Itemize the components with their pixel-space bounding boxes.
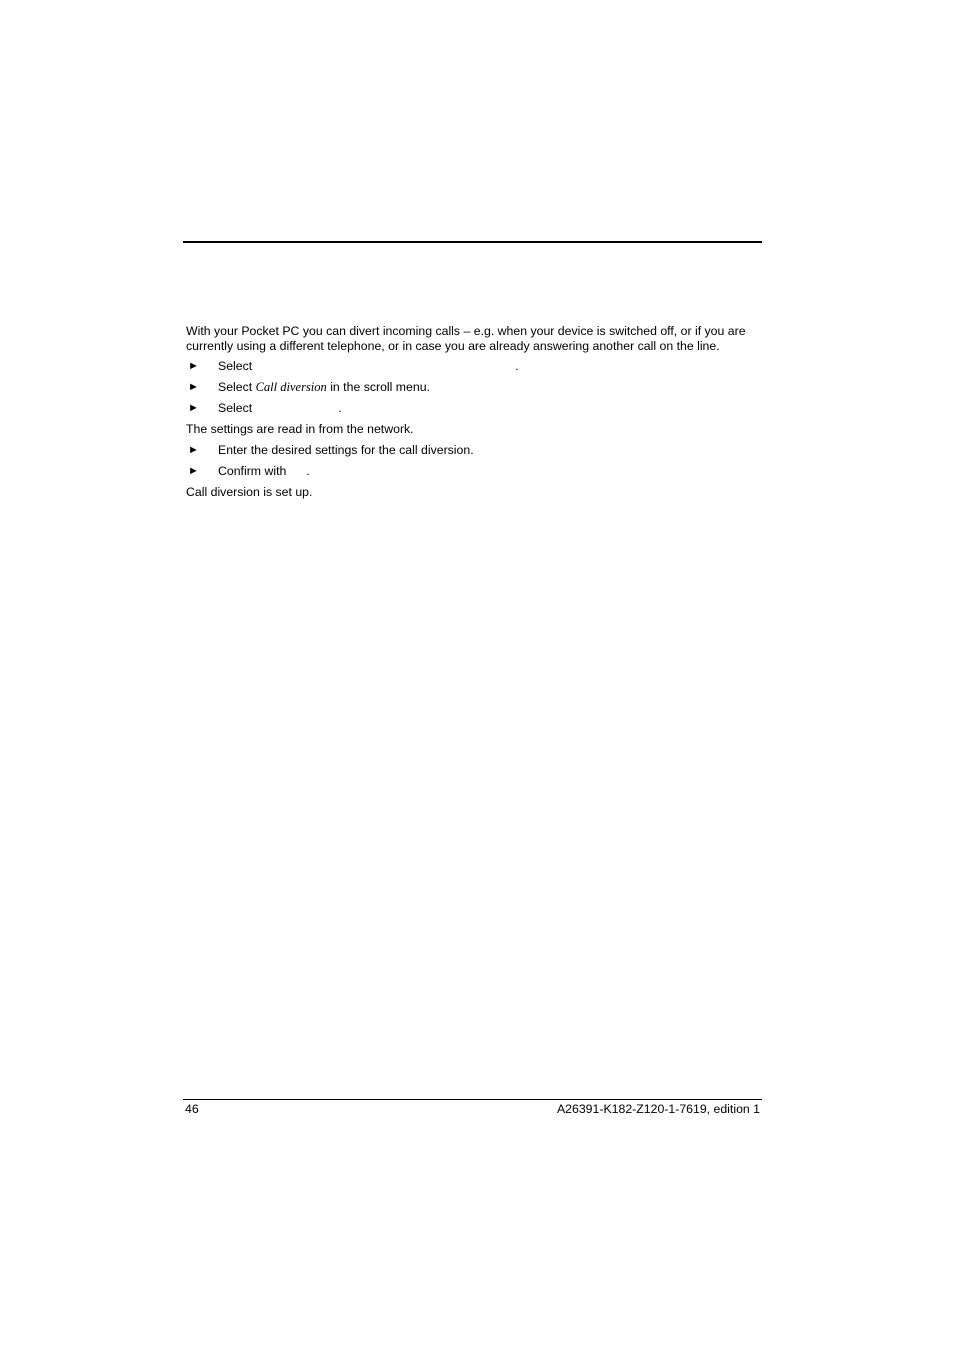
info-text: The settings are read in from the network. — [186, 422, 414, 436]
step-enter-settings — [186, 437, 756, 458]
step-label: Confirm with — [218, 464, 287, 478]
bullet-arrow-icon: ► — [188, 381, 199, 393]
header-rule — [183, 241, 762, 243]
bullet-arrow-icon: ► — [188, 360, 199, 372]
result-text: Call diversion is set up. — [186, 485, 313, 499]
step-list-2 — [186, 437, 756, 479]
bullet-arrow-icon: ► — [188, 444, 199, 456]
step-suffix: . — [338, 401, 342, 415]
step-select-2 — [186, 395, 756, 416]
intro-paragraph: With your Pocket PC you can divert incoming calls – e.g. when your device is switched off, or if you are currently using a different telephone, or in case you are already answering another call on the line. — [186, 324, 746, 353]
step-suffix: in the scroll menu. — [326, 380, 430, 394]
step-label: Enter the desired settings for the call diversion. — [218, 443, 474, 457]
step-label: Select — [218, 359, 253, 373]
footer-rule — [183, 1099, 762, 1100]
page-footer — [185, 1102, 760, 1116]
bullet-arrow-icon: ► — [188, 402, 199, 414]
step-select-1 — [186, 353, 756, 374]
step-confirm — [186, 458, 756, 479]
call-diversion-term: Call diversion — [255, 380, 327, 394]
step-suffix: . — [515, 359, 519, 373]
document-id: A26391-K182-Z120-1-7619, edition 1 — [556, 1102, 760, 1116]
step-label: Select — [218, 401, 253, 415]
bullet-arrow-icon: ► — [188, 465, 199, 477]
page-number: 46 — [185, 1102, 199, 1116]
main-content — [186, 324, 756, 500]
step-list-1 — [186, 353, 756, 416]
step-select-call-diversion — [186, 374, 756, 395]
step-prefix: Select — [218, 380, 256, 394]
step-suffix: . — [306, 464, 310, 478]
